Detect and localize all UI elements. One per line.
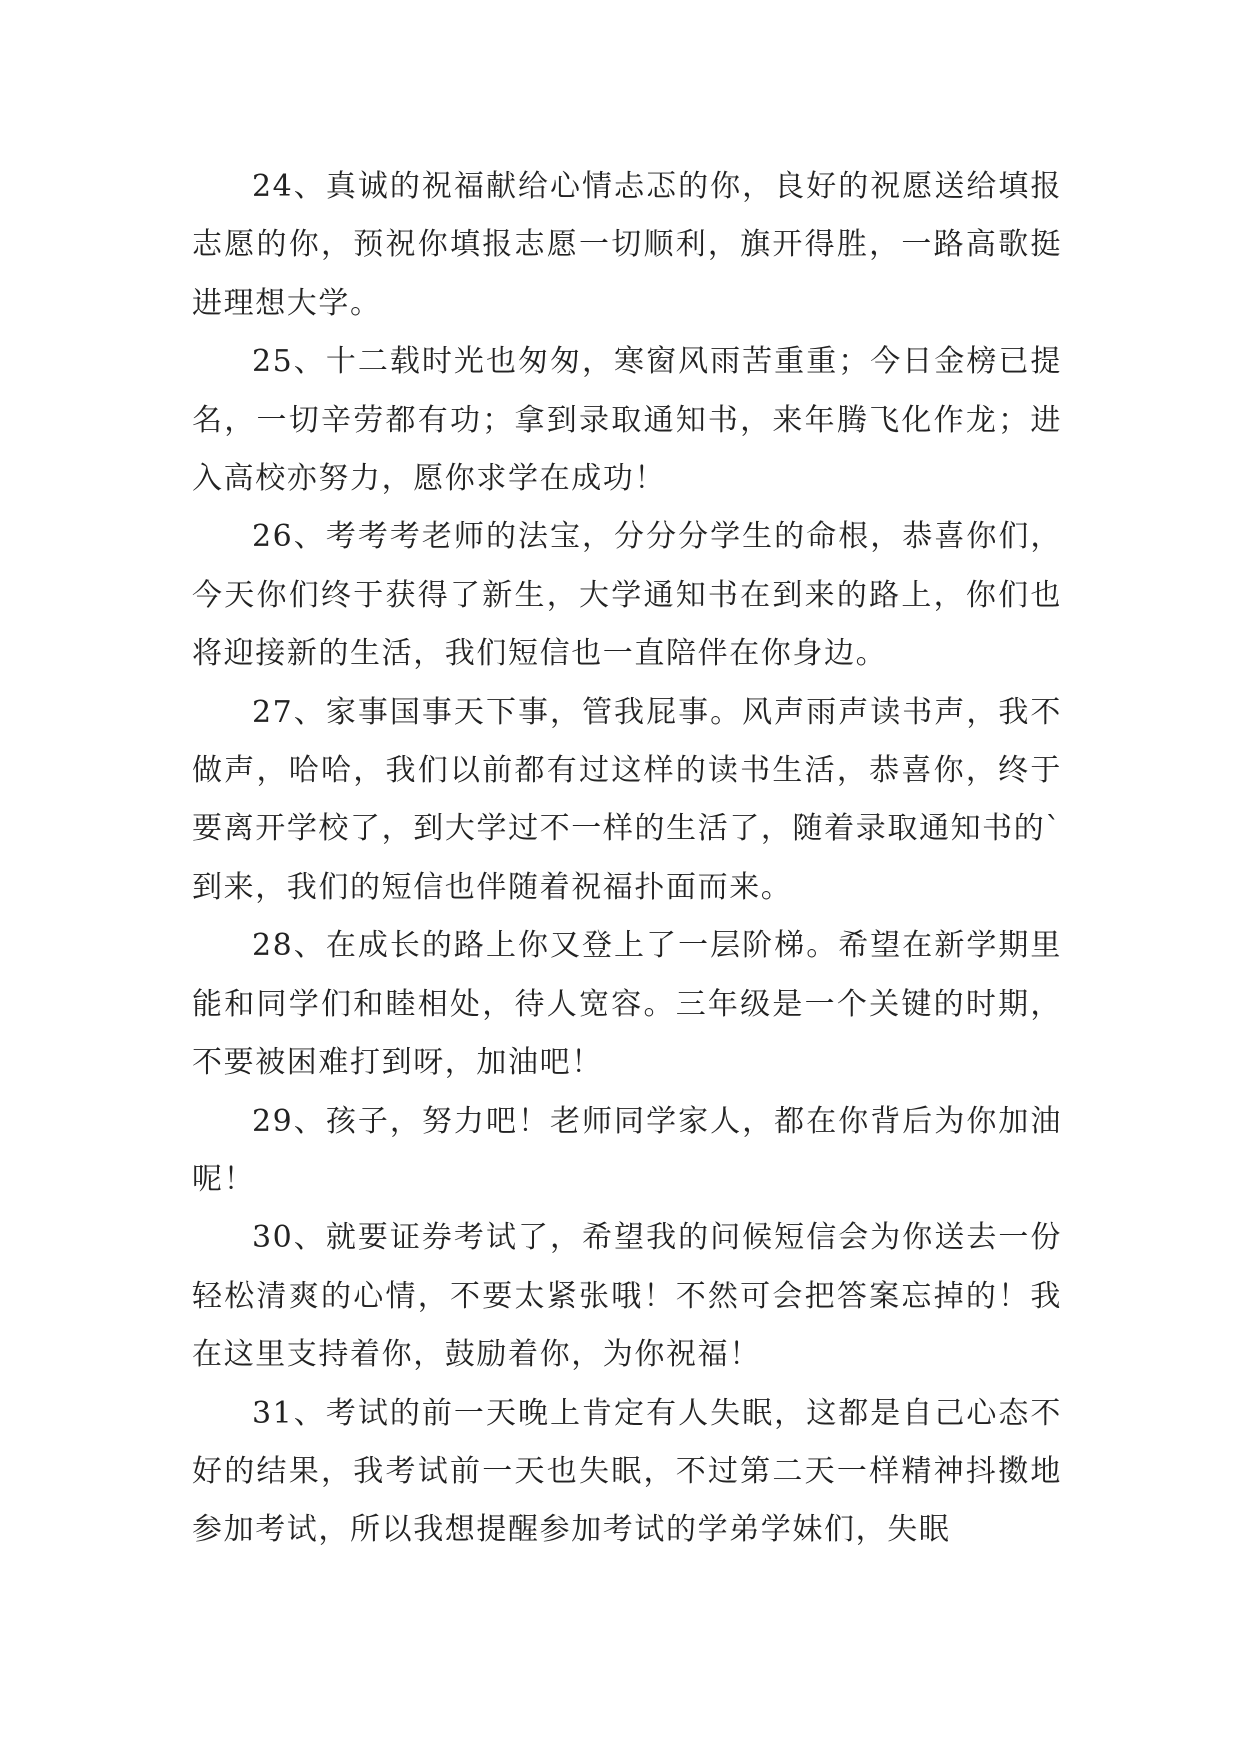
paragraph-26: 26、考考考老师的法宝，分分分学生的命根，恭喜你们，今天你们终于获得了新生，大学通知书在到来的路上，你们也将迎接新的生活，我们短信也一直陪伴在你身边。 [192,519,1062,672]
paragraph-31: 31、考试的前一天晚上肯定有人失眠，这都是自己心态不好的结果，我考试前一天也失眠，不过第二天一样精神抖擞地参加考试，所以我想提醒参加考试的学弟学妹们，失眠 [192,1395,1062,1548]
paragraph-25: 25、十二载时光也匆匆，寒窗风雨苦重重；今日金榜已提名，一切辛劳都有功；拿到录取通知书，来年腾飞化作龙；进入高校亦努力，愿你求学在成功！ [192,344,1062,497]
paragraph-24: 24、真诚的祝福献给心情忐忑的你，良好的祝愿送给填报志愿的你，预祝你填报志愿一切顺利，旗开得胜，一路高歌挺进理想大学。 [192,169,1062,321]
paragraph-30: 30、就要证券考试了，希望我的问候短信会为你送去一份轻松清爽的心情，不要太紧张哦！不然可会把答案忘掉的！我在这里支持着你，鼓励着你，为你祝福！ [192,1220,1062,1373]
paragraph-29: 29、孩子，努力吧！老师同学家人，都在你背后为你加油呢！ [192,1103,1062,1197]
document-body [192,158,1062,1560]
paragraph-27: 27、家事国事天下事，管我屁事。风声雨声读书声，我不做声，哈哈，我们以前都有过这样的读书生活，恭喜你，终于要离开学校了，到大学过不一样的生活了，随着录取通知书的`到来，我们的短信也伴随着祝福扑面而来。 [192,694,1062,905]
paragraph-28: 28、在成长的路上你又登上了一层阶梯。希望在新学期里能和同学们和睦相处，待人宽容。三年级是一个关键的时期，不要被困难打到呀，加油吧！ [192,928,1062,1081]
